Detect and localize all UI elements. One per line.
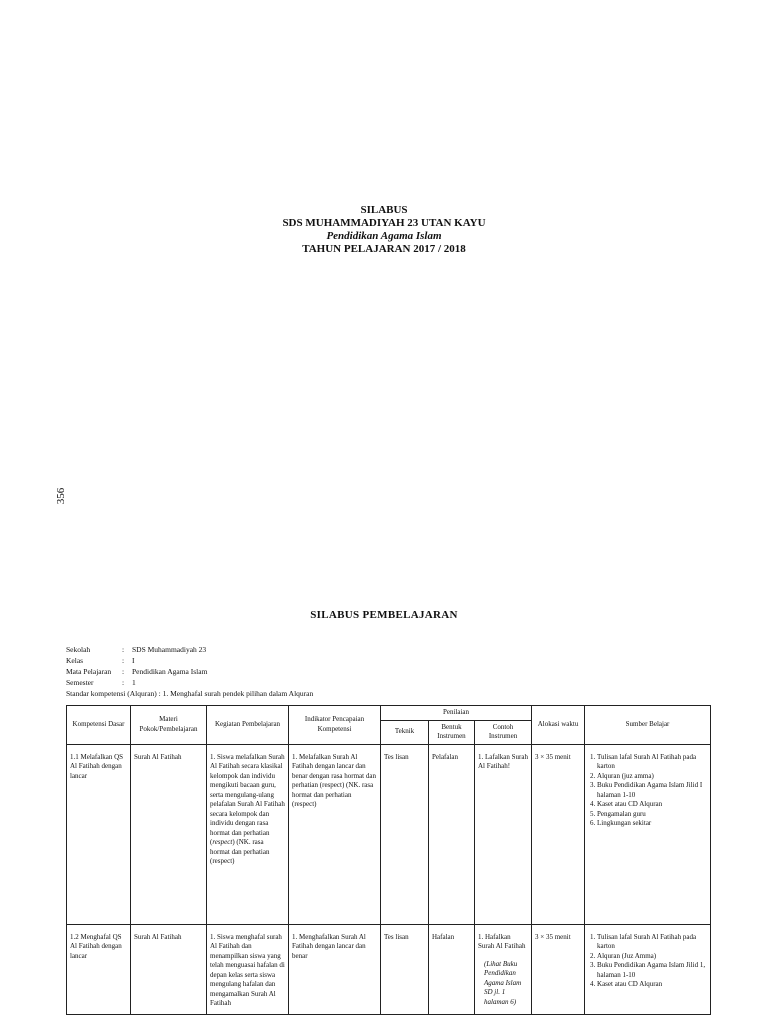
school-name: SDS MUHAMMADIYAH 23 UTAN KAYU xyxy=(282,217,486,229)
header-materi: Materi Pokok/Pembelajaran xyxy=(131,706,207,745)
header-penilaian: Penilaian xyxy=(381,706,532,721)
list-item: 2. Alquran (Juz Amma) xyxy=(597,952,707,962)
cell-alokasi: 3 × 35 menit xyxy=(532,924,585,1014)
cell-alokasi: 3 × 35 menit xyxy=(532,744,585,924)
meta-row-subject: Mata Pelajaran : Pendidikan Agama Islam xyxy=(66,667,208,676)
academic-year: TAHUN PELAJARAN 2017 / 2018 xyxy=(302,243,466,255)
cell-teknik: Tes lisan xyxy=(381,924,429,1014)
header-contoh: Contoh Instrumen xyxy=(475,720,532,744)
cell-contoh: 1. Hafalkan Surah Al Fatihah (Lihat Buku Pendidikan Agama Islam SD jl. 1 halaman 6) xyxy=(475,924,532,1014)
header-bentuk: Bentuk Instrumen xyxy=(429,720,475,744)
list-item: 6. Lingkungan sekitar xyxy=(597,819,707,829)
cell-materi: Surah Al Fatihah xyxy=(131,924,207,1014)
list-item: 3. Buku Pendidikan Agama Islam Jilid I halaman 1-10 xyxy=(597,781,707,800)
table-row xyxy=(67,924,711,1014)
meta-value: I xyxy=(132,656,135,665)
list-item: 3. Buku Pendidikan Agama Islam Jilid 1, halaman 1-10 xyxy=(597,961,707,980)
syllabus-title: SILABUS PEMBELAJARAN xyxy=(310,609,458,621)
cover-title: SILABUS xyxy=(360,204,408,216)
meta-label: Sekolah xyxy=(66,645,91,654)
cell-teknik: Tes lisan xyxy=(381,744,429,924)
subject-name: Pendidikan Agama Islam xyxy=(326,230,442,242)
page-number: 356 xyxy=(55,487,67,505)
header-alokasi: Alokasi waktu xyxy=(532,706,585,745)
meta-info xyxy=(66,644,313,699)
header-sumber: Sumber Belajar xyxy=(585,706,711,745)
cell-kd: 1.1 Melafalkan QS Al Fatihah dengan lancar xyxy=(67,744,131,924)
cell-indikator: 1. Menghafalkan Surah Al Fatihah dengan lancar dan benar xyxy=(289,924,381,1014)
header-kegiatan: Kegiatan Pembelajaran xyxy=(207,706,289,745)
table-row xyxy=(67,744,711,924)
header-indikator: Indikator Pencapaian Kompetensi xyxy=(289,706,381,745)
meta-value: Pendidikan Agama Islam xyxy=(132,667,208,676)
list-item: 4. Kaset atau CD Alquran xyxy=(597,980,707,990)
meta-row-school: Sekolah : SDS Muhammadiyah 23 xyxy=(66,645,207,654)
cell-kegiatan: 1. Siswa menghafal surah Al Fatihah dan menampilkan siswa yang telah menguasai hafalan di depan kelas serta siswa mengulang hafalan dan mengamalkan Surah Al Fatihah xyxy=(207,924,289,1014)
meta-label: Mata Pelajaran xyxy=(66,667,112,676)
cell-materi: Surah Al Fatihah xyxy=(131,744,207,924)
cell-bentuk: Hafalan xyxy=(429,924,475,1014)
list-item: 5. Pengamalan guru xyxy=(597,810,707,820)
meta-value: 1 xyxy=(132,678,136,687)
list-item: 4. Kaset atau CD Alquran xyxy=(597,800,707,810)
meta-row-semester: Semester : 1 xyxy=(66,678,136,687)
cell-kegiatan: 1. Siswa melafalkan Surah Al Fatihah secara klasikal kelompok dan individu mengikuti bacaan guru, serta mengulang-ulang pelafalan Surah Al Fatihah secara kelompok dan individu dengan rasa hormat dan perhatian (respect) (NK. rasa hormat dan perhatian (respect) xyxy=(207,744,289,924)
header-teknik: Teknik xyxy=(381,720,429,744)
cell-sumber xyxy=(585,744,711,924)
meta-value: SDS Muhammadiyah 23 xyxy=(132,645,207,654)
list-item: 2. Alquran (juz amma) xyxy=(597,772,707,782)
header-kd: Kompetensi Dasar xyxy=(67,706,131,745)
cell-bentuk: Pelafalan xyxy=(429,744,475,924)
meta-label: Semester xyxy=(66,678,94,687)
cover-title-block xyxy=(0,204,768,256)
cell-kd: 1.2 Menghafal QS Al Fatihah dengan lancar xyxy=(67,924,131,1014)
cell-sumber xyxy=(585,924,711,1014)
cell-contoh: 1. Lafalkan Surah Al Fatihah! xyxy=(475,744,532,924)
meta-label: Kelas xyxy=(66,656,84,665)
cell-indikator: 1. Melafalkan Surah Al Fatihah dengan lancar dan benar dengan rasa hormat dan perhatian (respect) (NK. rasa hormat dan perhatian (respect) xyxy=(289,744,381,924)
standard-competency: Standar kompetensi (Alquran) : 1. Menghafal surah pendek pilihan dalam Alquran xyxy=(66,689,314,698)
meta-row-class: Kelas : I xyxy=(66,656,135,665)
syllabus-table xyxy=(66,705,711,1015)
list-item: 1. Tulisan lafal Surah Al Fatihah pada karton xyxy=(597,933,707,952)
list-item: 1. Tulisan lafal Surah Al Fatihah pada karton xyxy=(597,753,707,772)
